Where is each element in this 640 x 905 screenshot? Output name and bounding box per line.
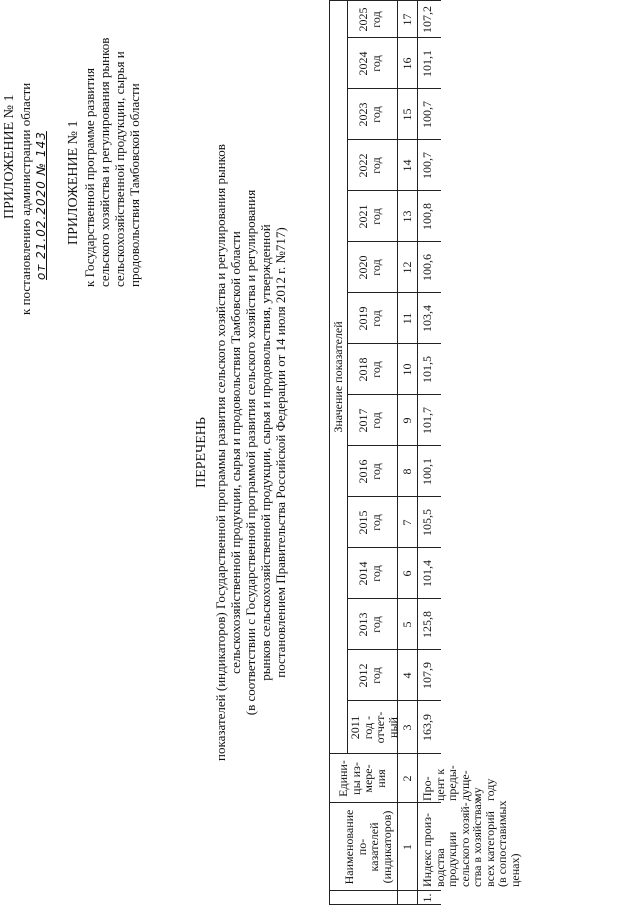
header-year: 2016 год (356, 459, 383, 484)
heading-line2: сельскохозяйственной продукции, сырья и продовольствия Тамбовской области (228, 231, 243, 674)
appendix-inner-title: ПРИЛОЖЕНИЕ № 1 (66, 120, 81, 245)
header-year-2011: 2011 год - отчет- ный (348, 711, 400, 744)
row-value: 100,6 (420, 254, 434, 281)
row-value: 103,4 (420, 305, 434, 332)
row-number: 1. (420, 893, 434, 903)
list-title: ПЕРЕЧЕНЬ (194, 417, 209, 488)
header-year: 2018 год (356, 357, 383, 382)
col-number: 8 (400, 468, 414, 475)
col-number: 14 (400, 159, 414, 172)
row-value: 107,9 (420, 662, 434, 689)
col-number: 3 (400, 724, 414, 731)
col-number: 11 (400, 312, 414, 325)
row-value: 101,5 (420, 356, 434, 383)
indicators-table (329, 0, 522, 905)
heading-line3: (в соответствии с Государственной программой развития сельского хозяйства и регулирования (243, 189, 258, 716)
col-number: 6 (400, 570, 414, 577)
row-value: 107,2 (420, 6, 434, 33)
heading-line5: постановлением Правительства Российской Федерации от 14 июля 2012 г. №717) (273, 227, 288, 678)
col-number: 9 (400, 417, 414, 424)
row-indicator-name: Индекс произ- водства продукции сельского хозяй- ства в хозяйствах всех категорий (в сопоставимых ценах) (420, 798, 522, 887)
row-value: 163,9 (420, 714, 434, 741)
col-number: 4 (400, 672, 414, 679)
header-year: 2012 год (356, 663, 383, 688)
appendix-title: ПРИЛОЖЕНИЕ № 1 (2, 94, 17, 219)
row-value: 100,8 (420, 203, 434, 230)
appendix-decree: к постановлению администрации области (18, 82, 33, 315)
header-year: 2021 год (356, 204, 383, 229)
row-value: 101,7 (420, 407, 434, 434)
col-number: 5 (400, 621, 414, 628)
row-value: 125,8 (420, 611, 434, 638)
row-unit: Про- цент к преды- дуще- му году (420, 765, 497, 801)
row-value: 100,7 (420, 152, 434, 179)
header-year: 2013 год (356, 612, 383, 637)
header-year: 2017 год (356, 408, 383, 433)
col-number: 1 (400, 844, 414, 850)
row-value: 100,7 (420, 101, 434, 128)
col-number: 16 (400, 57, 414, 70)
col-number: 12 (400, 261, 414, 274)
appendix-date-number: от 21.02.2020 № 143 (34, 131, 48, 280)
header-year: 2019 год (356, 306, 383, 331)
appendix-inner-line2: сельского хозяйства и регулирования рынков (97, 37, 112, 287)
row-value: 101,4 (420, 560, 434, 587)
header-year: 2023 год (356, 102, 383, 127)
row-value: 105,5 (420, 509, 434, 536)
row-value: 100,1 (420, 458, 434, 485)
header-indicator-name: Наименование по- казателей (индикаторов) (342, 809, 394, 885)
col-number: 15 (400, 108, 414, 121)
heading-line1: показателей (индикаторов) Государственной программы развития сельского хозяйства и регулирования рынков (213, 144, 228, 761)
header-year: 2014 год (356, 561, 383, 586)
header-unit: Едини- цы из- мере- ния (336, 760, 388, 797)
col-number: 17 (400, 13, 414, 26)
appendix-inner-line3: сельскохозяйственной продукции, сырья и (112, 51, 127, 287)
header-year: 2024 год (356, 51, 383, 76)
col-number: 7 (400, 519, 414, 526)
heading-line4: рынков сельскохозяйственной продукции, сырья и продовольствия, утвержденной (258, 224, 273, 681)
col-number: 10 (400, 363, 414, 376)
col-number: 13 (400, 210, 414, 223)
appendix-inner-line4: продовольствия Тамбовской области (127, 83, 142, 287)
row-value: 101,1 (420, 50, 434, 77)
header-year: 2015 год (356, 510, 383, 535)
header-year: 2025 год (356, 7, 383, 32)
col-number: 2 (400, 775, 414, 782)
appendix-inner-line1: к Государственной программе развития (82, 68, 97, 287)
header-year: 2020 год (356, 255, 383, 280)
header-year: 2022 год (356, 153, 383, 178)
header-values: Значение показателей (331, 321, 345, 433)
